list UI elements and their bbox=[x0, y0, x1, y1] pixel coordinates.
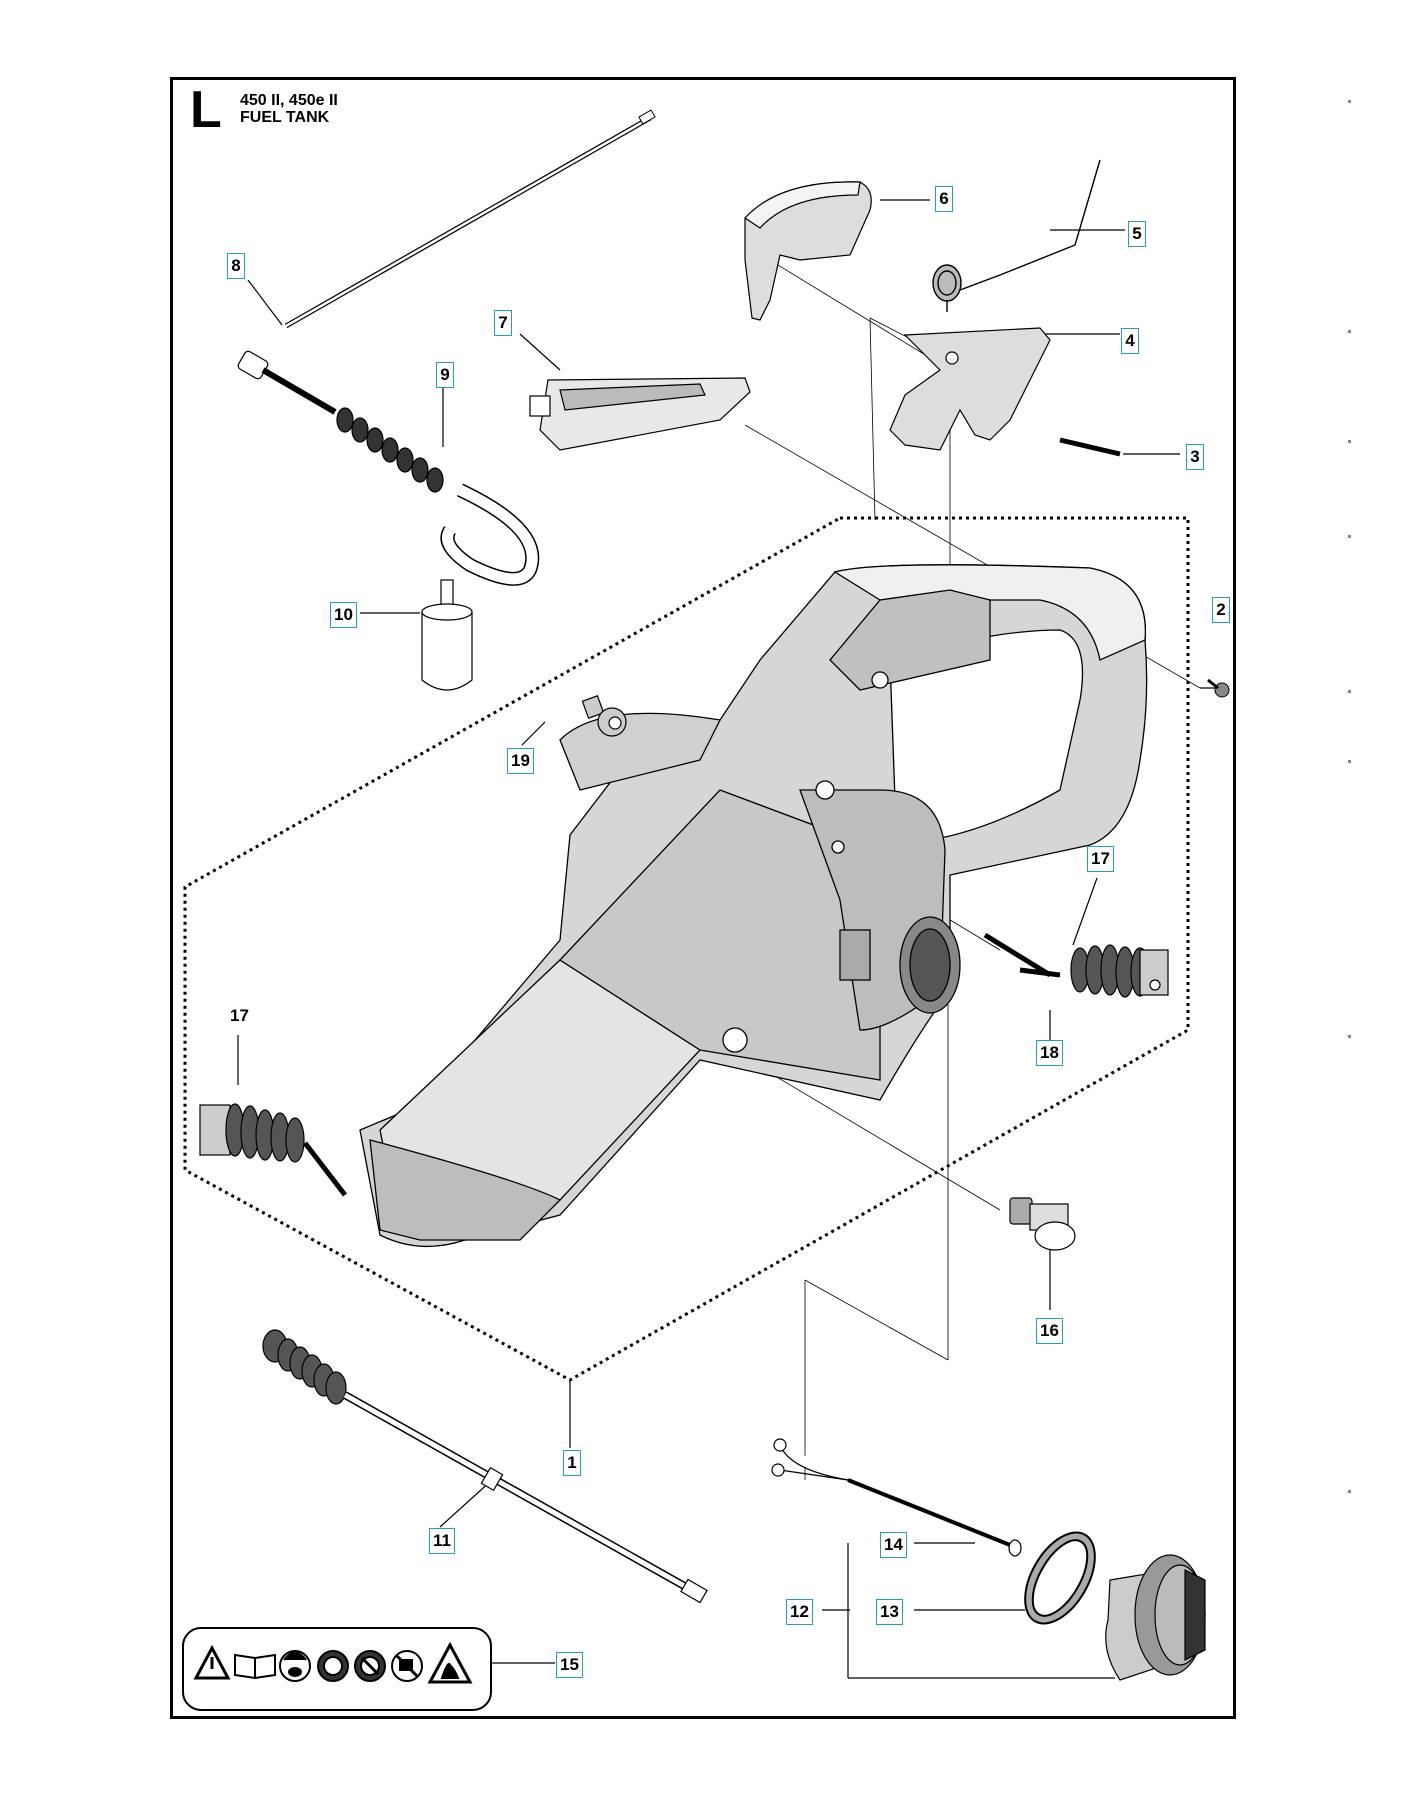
handle-insert bbox=[530, 378, 750, 450]
callout-17-left[interactable]: 17 bbox=[226, 1003, 253, 1029]
margin-mark bbox=[1348, 760, 1351, 763]
dowel-pin bbox=[985, 935, 1050, 975]
callout-14[interactable]: 14 bbox=[880, 1532, 907, 1558]
margin-mark bbox=[1348, 535, 1351, 538]
threaded-bushing bbox=[1010, 1198, 1075, 1250]
trigger-pin bbox=[1060, 440, 1120, 454]
margin-mark bbox=[1348, 690, 1351, 693]
margin-mark bbox=[1348, 1035, 1351, 1038]
warning-decal bbox=[183, 1628, 491, 1710]
protection-icon bbox=[280, 1651, 310, 1681]
callout-19[interactable]: 19 bbox=[507, 748, 534, 774]
margin-mark bbox=[1348, 100, 1351, 103]
callout-15[interactable]: 15 bbox=[556, 1652, 583, 1678]
model-line: 450 II, 450e II bbox=[240, 92, 338, 109]
callout-6[interactable]: 6 bbox=[935, 186, 953, 212]
return-hose bbox=[263, 1330, 707, 1603]
callout-10[interactable]: 10 bbox=[330, 602, 357, 628]
callout-5[interactable]: 5 bbox=[1128, 221, 1146, 247]
callout-11[interactable]: 11 bbox=[429, 1528, 455, 1554]
throttle-rod bbox=[286, 110, 655, 326]
o-ring bbox=[1011, 1521, 1109, 1636]
manual-icon bbox=[235, 1655, 275, 1678]
no-smoking-icon bbox=[318, 1651, 348, 1681]
margin-mark bbox=[1348, 1490, 1351, 1493]
no-fuel-icon bbox=[392, 1651, 422, 1681]
section-title: FUEL TANK bbox=[240, 109, 330, 126]
callout-18[interactable]: 18 bbox=[1036, 1040, 1063, 1066]
fuel-cap bbox=[1106, 1555, 1205, 1680]
throttle-trigger bbox=[890, 328, 1050, 450]
fuel-tank-housing bbox=[360, 565, 1147, 1247]
callout-1[interactable]: 1 bbox=[563, 1450, 581, 1476]
callout-7[interactable]: 7 bbox=[494, 310, 512, 336]
throttle-lockout bbox=[745, 182, 871, 320]
anti-vibration-spring-left bbox=[200, 1104, 345, 1195]
callout-9[interactable]: 9 bbox=[436, 362, 454, 388]
callout-2[interactable]: 2 bbox=[1212, 597, 1230, 623]
callout-13[interactable]: 13 bbox=[876, 1599, 903, 1625]
fuel-hose bbox=[237, 350, 533, 579]
callout-17-right[interactable]: 17 bbox=[1087, 846, 1114, 872]
callout-12[interactable]: 12 bbox=[786, 1599, 813, 1625]
section-letter: L bbox=[190, 81, 222, 139]
callout-8[interactable]: 8 bbox=[227, 253, 245, 279]
margin-mark bbox=[1348, 440, 1351, 443]
callout-3[interactable]: 3 bbox=[1186, 444, 1204, 470]
callout-16[interactable]: 16 bbox=[1036, 1318, 1063, 1344]
callout-4[interactable]: 4 bbox=[1121, 328, 1139, 354]
no-open-flame-icon bbox=[355, 1651, 385, 1681]
throttle-spring bbox=[933, 160, 1100, 312]
fuel-filter bbox=[422, 580, 472, 690]
margin-mark bbox=[1348, 330, 1351, 333]
